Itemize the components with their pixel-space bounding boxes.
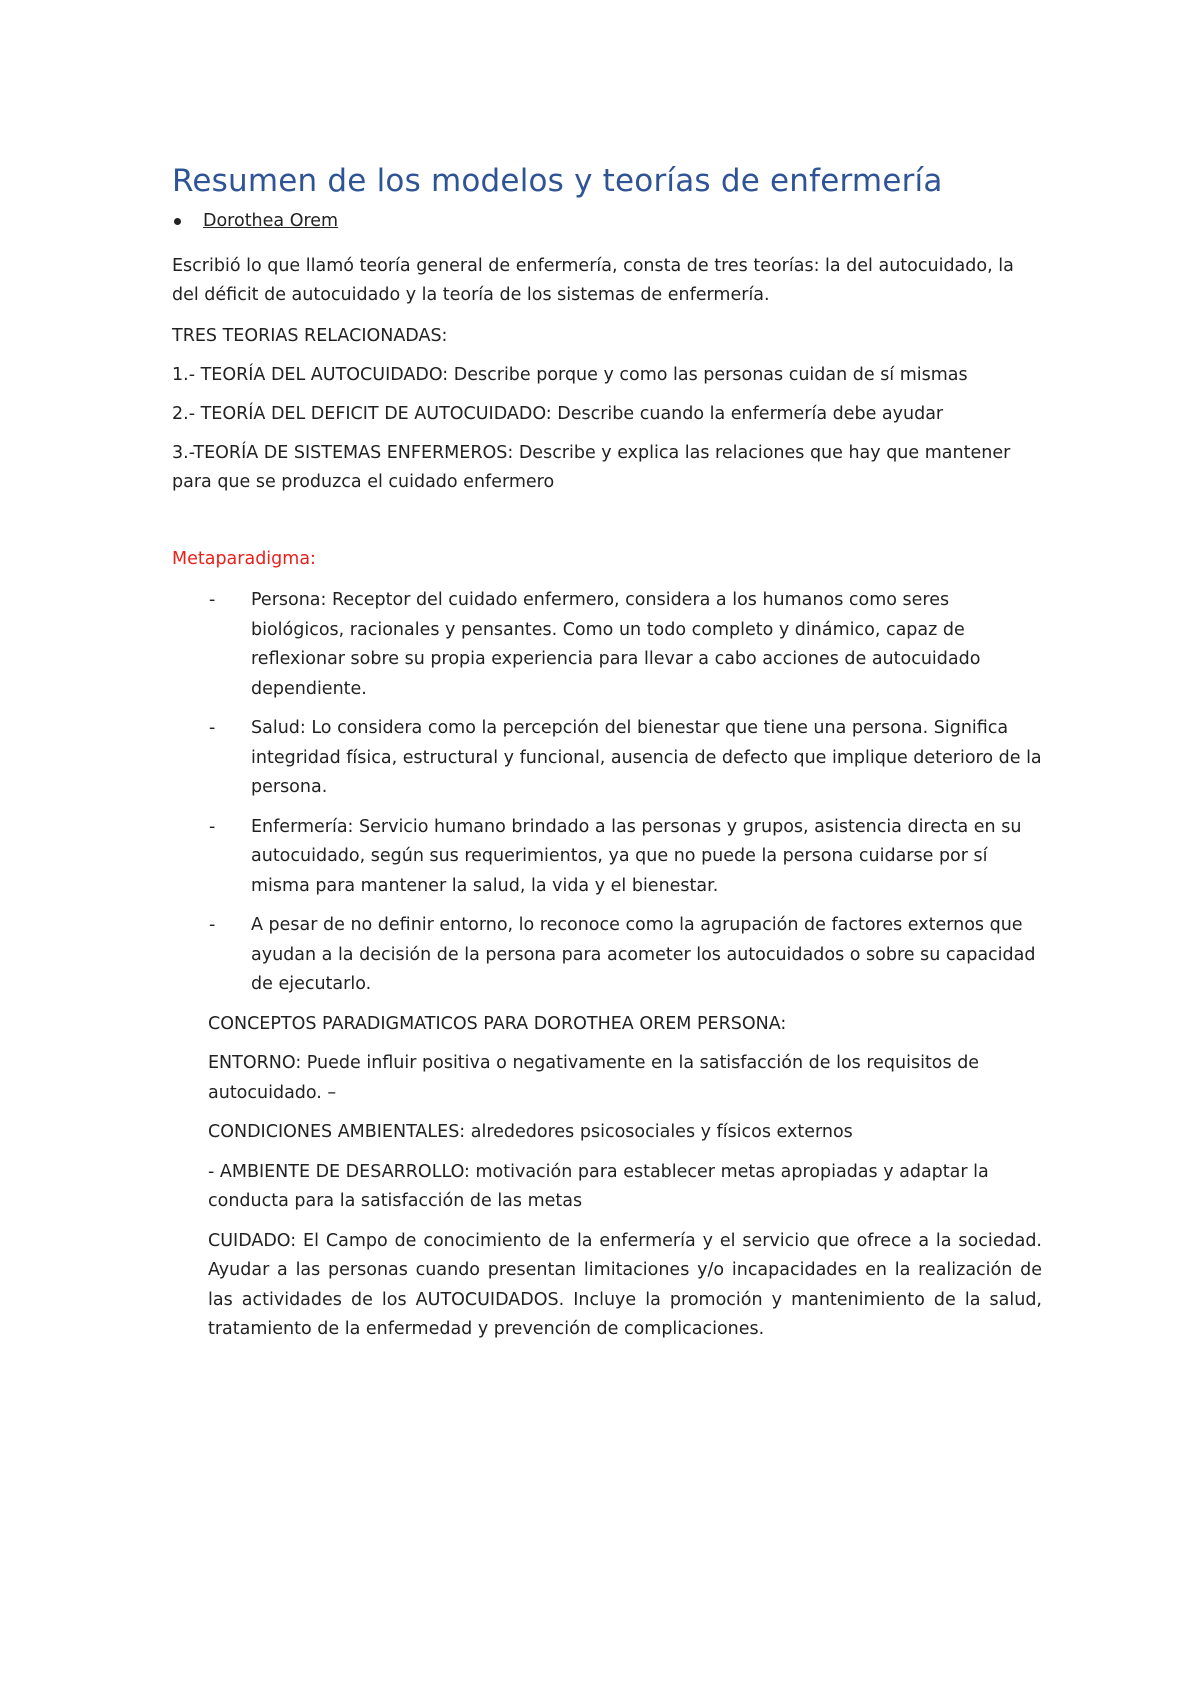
list-item-text: Persona: Receptor del cuidado enfermero, considera a los humanos como seres biológicos, racionales y pensantes. Como un todo completo y dinámico, capaz de reflexionar sobre su propia experiencia para llevar a cabo acciones de autocuidado dependiente. (251, 590, 981, 699)
theory-item: 2.- TEORÍA DEL DEFICIT DE AUTOCUIDADO: Describe cuando la enfermería debe ayudar (172, 404, 944, 424)
theories-heading: TRES TEORIAS RELACIONADAS: (172, 326, 448, 346)
dash-marker: - (209, 590, 216, 610)
document-page (172, 160, 1042, 1345)
intro-paragraph: Escribió lo que llamó teoría general de enfermería, consta de tres teorías: la del autocuidado, la del déficit de autocuidado y la teoría de los sistemas de enfermería. (172, 256, 1014, 305)
theory-item: 1.- TEORÍA DEL AUTOCUIDADO: Describe porque y como las personas cuidan de sí mismas (172, 365, 968, 385)
bullet-item-label: Dorothea Orem (203, 211, 339, 231)
list-item-text: Enfermería: Servicio humano brindado a las personas y grupos, asistencia directa en su autocuidado, según sus requerimientos, ya que no puede la persona cuidarse por sí misma para mantener la salud, la vida y el bienestar. (251, 816, 1022, 896)
list-item-text: Salud: Lo considera como la percepción del bienestar que tiene una persona. Significa integridad física, estructural y funcional, ausencia de defecto que implique deterioro de la persona. (251, 718, 1042, 797)
list-item-text: A pesar de no definir entorno, lo reconoce como la agrupación de factores externos que ayudan a la decisión de la persona para acometer los autocuidados o sobre su capacidad de ejecutarlo. (251, 915, 1036, 994)
dash-marker: - (209, 915, 216, 935)
metaparadigm-heading: Metaparadigma: (172, 549, 316, 569)
theory-item: 3.-TEORÍA DE SISTEMAS ENFERMEROS: Describe y explica las relaciones que hay que mantener para que se produzca el cuidado enfermero (172, 443, 1011, 492)
dash-marker: - (209, 816, 216, 837)
bullet-dot-icon (174, 218, 181, 225)
metaparadigm-list (172, 586, 1042, 1000)
dash-marker: - (209, 718, 216, 738)
condiciones-paragraph: CONDICIONES AMBIENTALES: alrededores psicosociales y físicos externos (208, 1122, 853, 1142)
concepts-heading: CONCEPTOS PARADIGMATICOS PARA DOROTHEA OREM PERSONA: (208, 1013, 787, 1034)
entorno-paragraph: ENTORNO: Puede influir positiva o negativamente en la satisfacción de los requisitos de autocuidado. – (208, 1053, 980, 1103)
list-item (172, 813, 1042, 902)
list-item (172, 714, 1042, 803)
ambiente-paragraph: - AMBIENTE DE DESARROLLO: motivación para establecer metas apropiadas y adaptar la conducta para la satisfacción de las metas (208, 1161, 989, 1211)
list-item (172, 911, 1042, 1000)
bullet-item (172, 204, 1042, 238)
list-item (172, 586, 1042, 704)
document-title: Resumen de los modelos y teorías de enfermería (172, 163, 943, 199)
cuidado-paragraph: CUIDADO: El Campo de conocimiento de la enfermería y el servicio que ofrece a la sociedad. Ayudar a las personas cuando presentan limitaciones y/o incapacidades en la realización de las actividades de los AUTOCUIDADOS. Incluye la promoción y mantenimiento de la salud, tratamiento de la enfermedad y prevención de complicaciones. (208, 1230, 1042, 1339)
